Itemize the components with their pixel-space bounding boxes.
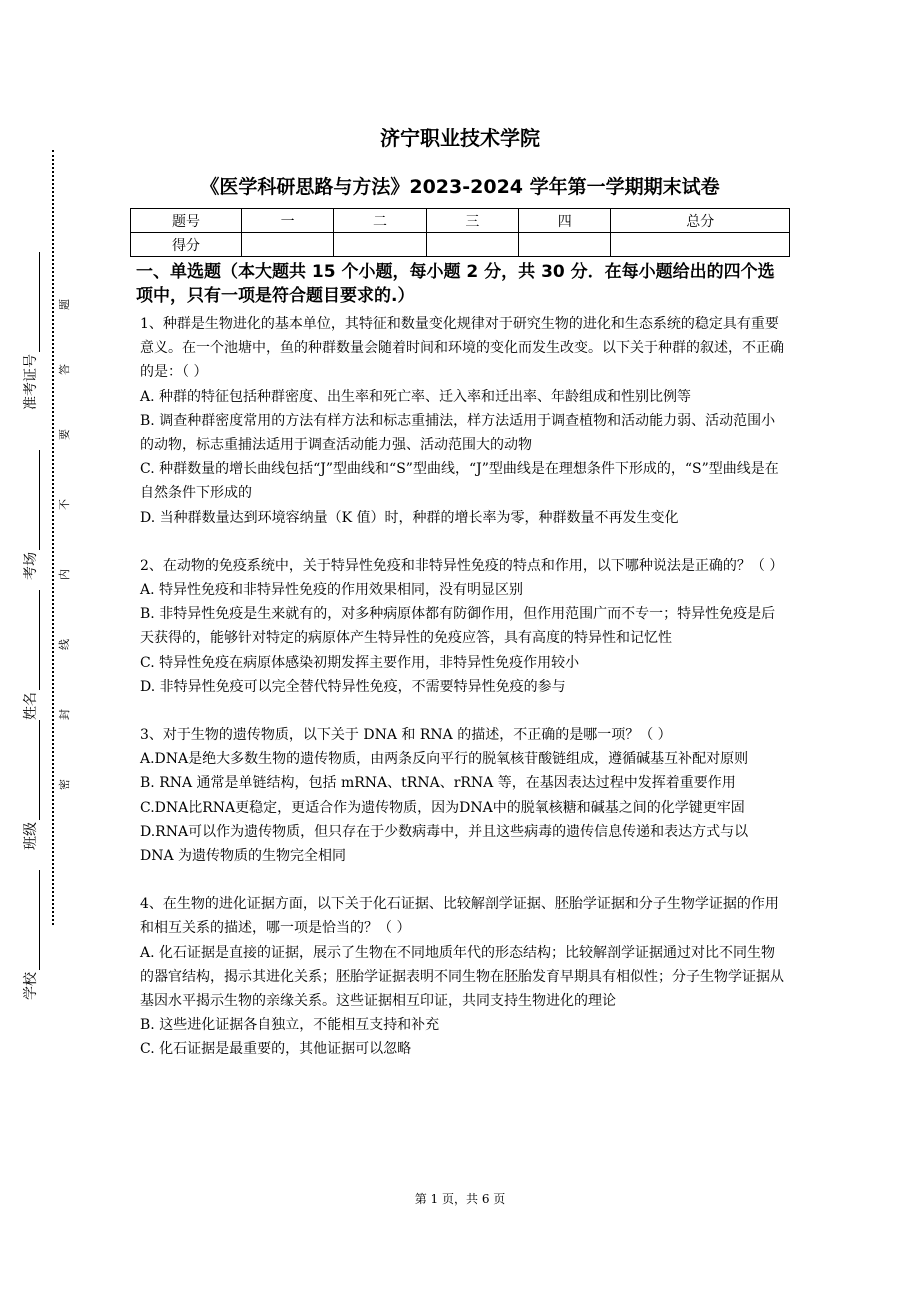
seal-char: 封 — [54, 709, 74, 720]
score-header-cell: 总分 — [611, 209, 790, 233]
exam-number-label: 准考证号 — [23, 354, 39, 410]
question-option: A.DNA是绝大多数生物的遗传物质，由两条反向平行的脱氧核苷酸链组成，遵循碱基互补配对原则 — [140, 751, 749, 768]
score-header-cell: 三 — [426, 209, 518, 233]
seal-line — [52, 150, 54, 925]
question-stem: 3、对于生物的遗传物质，以下关于 DNA 和 RNA 的描述，不正确的是哪一项？（ ） — [140, 727, 672, 744]
question-3 — [140, 723, 785, 868]
exam-room-blank[interactable] — [39, 450, 40, 550]
school-blank[interactable] — [39, 870, 40, 970]
question-4 — [140, 892, 785, 1061]
name-label: 姓名 — [23, 692, 39, 720]
seal-char: 题 — [54, 299, 74, 310]
question-option: B. 非特异性免疫是生来就有的，对多种病原体都有防御作用，但作用范围广而不专一；特异性免疫是后天获得的，能够针对特定的病原体产生特异性的免疫应答，具有高度的特异性和记忆性 — [140, 606, 776, 647]
question-option: A. 化石证据是直接的证据，展示了生物在不同地质年代的形态结构；比较解剖学证据通过对比不同生物的器官结构，揭示其进化关系；胚胎学证据表明不同生物在胚胎发育早期具有相似性；分子生物学证据从基因水平揭示生物的亲缘关系。这些证据相互印证，共同支持生物进化的理论 — [140, 944, 784, 1010]
exam-room-field — [20, 450, 40, 580]
class-blank[interactable] — [39, 720, 40, 820]
question-option: B. 这些进化证据各自独立，不能相互支持和补充 — [140, 1017, 440, 1034]
seal-char: 不 — [54, 499, 74, 510]
score-header-cell: 二 — [334, 209, 426, 233]
seal-char: 密 — [54, 779, 74, 790]
school-name: 济宁职业技术学院 — [380, 126, 540, 150]
class-field — [20, 720, 40, 850]
score-cell[interactable] — [242, 233, 334, 257]
name-field — [20, 590, 40, 720]
question-option: D. 非特异性免疫可以完全替代特异性免疫，不需要特异性免疫的参与 — [140, 678, 566, 695]
name-blank[interactable] — [39, 590, 40, 690]
question-option: C. 化石证据是最重要的，其他证据可以忽略 — [140, 1041, 412, 1058]
score-cell[interactable] — [426, 233, 518, 257]
score-header-cell: 一 — [242, 209, 334, 233]
school-field — [20, 870, 40, 1000]
exam-room-label: 考场 — [23, 552, 39, 580]
score-header-cell: 题号 — [131, 209, 242, 233]
class-label: 班级 — [23, 822, 39, 850]
seal-char: 内 — [54, 569, 74, 580]
seal-char: 答 — [54, 364, 74, 375]
question-option: B. RNA 通常是单链结构，包括 mRNA、tRNA、rRNA 等，在基因表达过程中发挥着重要作用 — [140, 775, 736, 792]
question-option: A. 种群的特征包括种群密度、出生率和死亡率、迁入率和迁出率、年龄组成和性别比例等 — [140, 388, 692, 405]
seal-char: 线 — [54, 639, 74, 650]
score-cell[interactable] — [334, 233, 426, 257]
question-option: C. 特异性免疫在病原体感染初期发挥主要作用，非特异性免疫作用较小 — [140, 654, 580, 671]
question-option: C.DNA比RNA更稳定，更适合作为遗传物质，因为DNA中的脱氧核糖和碱基之间的化学键更牢固 — [140, 799, 745, 816]
question-option: A. 特异性免疫和非特异性免疫的作用效果相同，没有明显区别 — [140, 582, 524, 599]
score-cell[interactable] — [611, 233, 790, 257]
school-label: 学校 — [23, 972, 39, 1000]
question-stem: 2、在动物的免疫系统中，关于特异性免疫和非特异性免疫的特点和作用，以下哪种说法是正确的？（ ） — [140, 557, 784, 574]
question-stem: 4、在生物的进化证据方面，以下关于化石证据、比较解剖学证据、胚胎学证据和分子生物学证据的作用和相互关系的描述，哪一项是恰当的？（ ） — [140, 896, 779, 937]
section-heading: 一、单选题（本大题共 15 个小题，每小题 2 分，共 30 分．在每小题给出的四个选项中，只有一项是符合题目要求的.） — [136, 262, 775, 306]
score-table-score-row — [131, 233, 790, 257]
exam-content — [136, 260, 785, 1086]
score-table — [130, 208, 790, 257]
exam-number-field — [20, 252, 40, 410]
question-stem: 1、种群是生物进化的基本单位，其特征和数量变化规律对于研究生物的进化和生态系统的稳定具有重要意义。在一个池塘中，鱼的种群数量会随着时间和环境的变化而发生改变。以下关于种群的叙述，不正确的是：（ ） — [140, 316, 784, 381]
score-header-cell: 四 — [519, 209, 611, 233]
question-1 — [140, 312, 785, 530]
seal-char: 要 — [54, 429, 74, 440]
score-cell[interactable] — [519, 233, 611, 257]
question-option: D. 当种群数量达到环境容纳量（K 值）时，种群的增长率为零，种群数量不再发生变化 — [140, 509, 679, 526]
exam-number-blank[interactable] — [39, 252, 40, 352]
exam-title: 《医学科研思路与方法》2023-2024 学年第一学期期末试卷 — [200, 176, 720, 198]
question-option: D.RNA可以作为遗传物质，但只存在于少数病毒中，并且这些病毒的遗传信息传递和表达方式与以 DNA 为遗传物质的生物完全相同 — [140, 823, 749, 865]
page-footer: 第 1 页，共 6 页 — [414, 1192, 506, 1206]
score-row-label: 得分 — [131, 233, 242, 257]
question-option: B. 调查种群密度常用的方法有样方法和标志重捕法，样方法适用于调查植物和活动能力弱、活动范围小的动物，标志重捕法适用于调查活动能力强、活动范围大的动物 — [140, 412, 776, 454]
score-table-header-row — [131, 209, 790, 233]
question-option: C. 种群数量的增长曲线包括“J”型曲线和“S”型曲线，“J”型曲线是在理想条件下形成的，“S”型曲线是在自然条件下形成的 — [140, 461, 779, 502]
question-2 — [140, 554, 785, 699]
